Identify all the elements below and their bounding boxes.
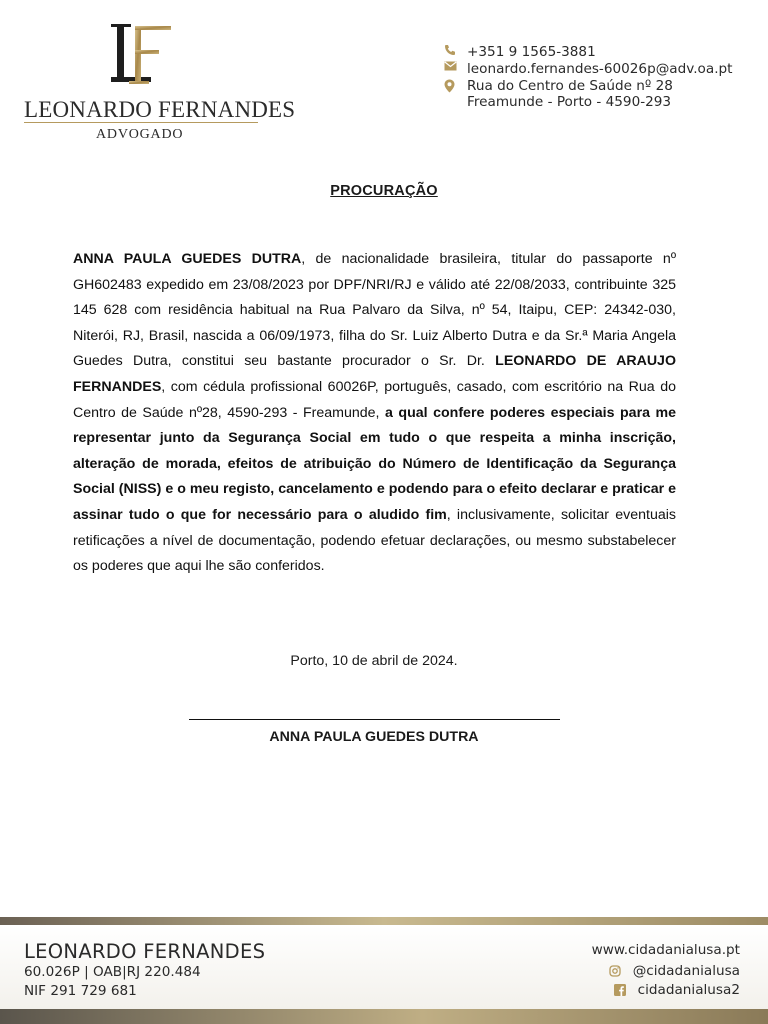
address-line-1: Rua do Centro de Saúde nº 28 (467, 78, 673, 94)
body-bold-segment: ANNA PAULA GUEDES DUTRA (73, 251, 302, 267)
phone-link[interactable]: +351 9 1565-3881 (467, 44, 596, 60)
signature-line (189, 719, 560, 720)
body-text-segment: , inclusivamente, solicitar eventuais retificações a nível de documentação, podendo efetuar declarações, ou mesmo substabelecer os poderes que aqui lhe são conferidos. (73, 506, 676, 575)
instagram-handle[interactable]: @cidadanialusa (632, 963, 740, 979)
body-bold-segment: a qual confere poderes especiais para me representar junto da Segurança Social em tudo o que respeita a minha inscrição, alteração de morada, efeitos de atribuição do Número de Identificação da Segurança Social (NISS) e o meu registo, cancelamento e podendo para o efeito declarar e praticar e assinar tudo o que for necessário para o aludido fim (73, 404, 677, 523)
footer-nif: NIF 291 729 681 (24, 983, 137, 999)
footer-registration: 60.026P | OAB|RJ 220.484 (24, 964, 201, 980)
logo-monogram (105, 22, 175, 86)
mail-icon (441, 61, 467, 71)
email-link[interactable]: leonardo.fernandes-60026p@adv.oa.pt (467, 61, 733, 77)
website-link[interactable]: www.cidadanialusa.pt (591, 942, 740, 958)
footer-bottom-band (0, 1009, 768, 1024)
location-pin-icon (441, 79, 467, 93)
footer-website (592, 942, 740, 958)
address-line-2: Freamunde - Porto - 4590-293 (467, 93, 672, 110)
body-text-segment: , com cédula profissional 60026P, português, casado, com escritório na Rua do Centro de Saúde nº28, 4590-293 - Freamunde, (73, 378, 676, 421)
document-title: PROCURAÇÃO (330, 183, 438, 199)
body-bold-segment: LEONARDO DE ARAUJO FERNANDES (73, 353, 676, 395)
footer-name: LEONARDO FERNANDES (24, 940, 266, 963)
document-body (73, 247, 676, 580)
instagram-icon (609, 965, 621, 977)
contact-address (441, 79, 732, 110)
footer-facebook (614, 982, 740, 998)
logo-divider (24, 122, 258, 123)
phone-icon (441, 44, 467, 56)
contact-block (441, 44, 732, 110)
document-date: Porto, 10 de abril de 2024. (290, 653, 458, 669)
logo-name: LEONARDO FERNANDES (24, 97, 296, 122)
footer-top-band (0, 917, 768, 925)
body-text-segment: , de nacionalidade brasileira, titular do passaporte nº GH602483 expedido em 23/08/2023 por DPF/NRI/RJ e válido até 22/08/2033, contribuinte 325 145 628 com residência habitual na Rua Palvaro da Silva, nº 54, Itaipu, CEP: 24342-030, Niterói, RJ, Brasil, nascida a 06/09/1973, filha do Sr. Luiz Alberto Dutra e da Sr.ª Maria Angela Guedes Dutra, constitui seu bastante procurador o Sr. Dr. (73, 251, 677, 370)
contact-email (441, 61, 732, 78)
facebook-icon (614, 984, 626, 996)
logo-subtitle: ADVOGADO (96, 127, 184, 142)
contact-phone (441, 44, 732, 61)
facebook-handle[interactable]: cidadanialusa2 (637, 982, 740, 998)
footer-instagram (609, 963, 740, 979)
signatory-name: ANNA PAULA GUEDES DUTRA (269, 729, 479, 745)
